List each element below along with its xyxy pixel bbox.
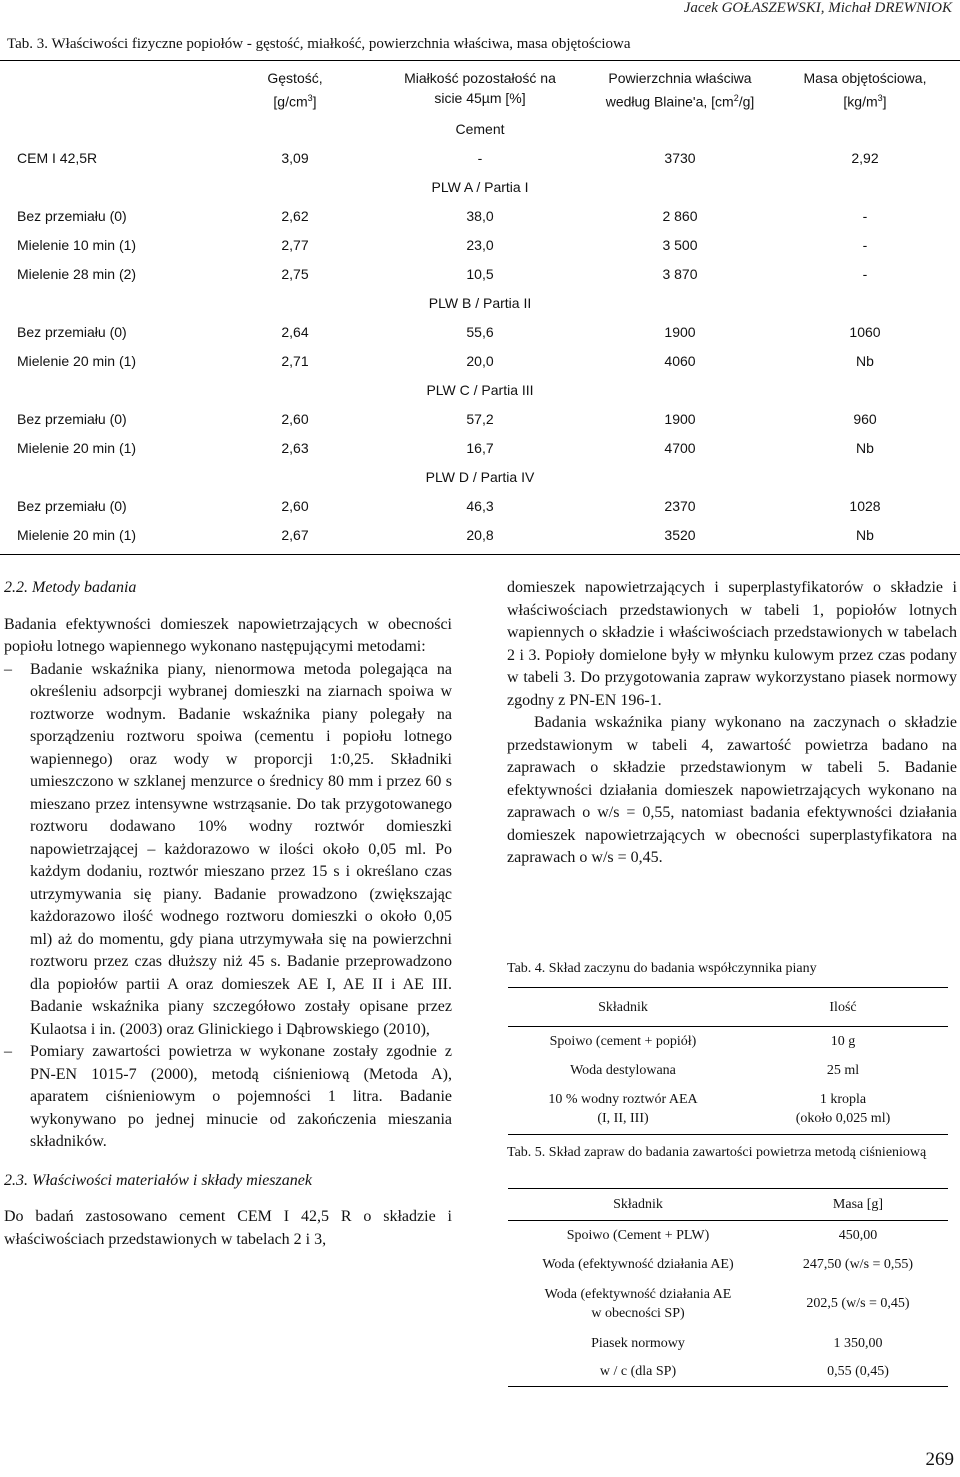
table5-header-row: Składnik Masa [g] [508, 1189, 948, 1221]
table3-title: Tab. 3. Właściwości fizyczne popiołów - gęstość, miałkość, powierzchnia właściwa, masa objętościowa [7, 36, 631, 52]
table-row: Spoiwo (Cement + PLW) 450,00 [508, 1221, 948, 1250]
list-dash: – [4, 1043, 12, 1060]
table3-row: Mielenie 28 min (2) 2,75 10,5 3 870 - [17, 266, 868, 282]
table3-section-cement: Cement [455, 121, 505, 137]
table3-col-blaine-header: Powierzchnia właściwa według Blaine'a, $[cm^2/g]$ [605, 70, 755, 110]
table3-col-fineness-header: Miałkość pozostałość na sicie 45µm [%] [404, 70, 556, 106]
table-row: Woda destylowana 25 ml [570, 1062, 860, 1078]
table4-caption: Tab. 4. Skład zaczynu do badania współczynnika piany [507, 961, 817, 976]
materials-paragraph-cont: domieszek napowietrzających i superplastyfikatorów o składzie i właściwościach przedstawionych w tabeli 1, popiołów lotnych wapiennych o składzie i właściwościach przedstawionych w tabelach 2 i 3. Popioły domielone były w młynku kulowym przez czas podany w tabeli 3. Do przygotowania zapraw wykorzystano piasek normowy zgodny z PN-EN 196-1. [507, 579, 957, 709]
table4 [508, 987, 948, 1135]
table3-col-bulk-density-header: Masa objętościowa, $[kg/m^3]$ [803, 70, 927, 110]
method-item-foam-index: – Badanie wskaźnika piany, nienormowa metoda polegająca na określeniu adsorpcji wybranej domieszki na ziarnach spoiwa w roztworze wodnym. Badanie wskaźnika piany polegały na sporządzeniu roztworu spoiwa (cementu i popiołu lotnego wapiennego) oraz wody w proporcji 1:0,25. Składniki umieszczono w szklanej menzurce o średnicy 80 mm i przez 60 s mieszano przez intensywne wstrząsanie. Do tak przygotowanego roztworu dodawano 10% wodny roztwór domieszki napowietrzającej – każdorazowo w ilości około 0,05 ml. Po każdym dodaniu, roztwór mieszano przez 15 s i określano czas utrzymywania się piany. Badanie prowadzono (zwiększając każdorazowo ilość wodnego roztworu domieszki o około 0,05 ml) aż do momentu, gdy piana utrzymywała się na powierzchni roztworu przez czas dłuższy niż 45 s. Badanie przeprowadzono dla popiołów partii A oraz domieszek AE I, AE II i AE III. Badanie wskaźnika piany szczegółowo zostały opisane przez Kulaotsa i in. (2003) oraz Glinickiego i Dąbrowskiego (2010), [4, 660, 452, 1038]
table3-row: Mielenie 20 min (1) 2,67 20,8 3520 Nb [17, 527, 874, 543]
table3-section-plw-a: PLW A / Partia I [431, 179, 529, 195]
running-header: Jacek GOŁASZEWSKI, Michał DREWNIOK [683, 0, 952, 16]
table3-bottom-rule [0, 554, 960, 555]
method-item-air-content: – Pomiary zawartości powietrza w wykonane zostały zgodnie z PN-EN 1015-7 (2000), metodą ciśnieniową (Metoda A), aparatem ciśnieniowym o pojemności 1 litra. Badanie wykonywano po jednej minucie od zakończenia mieszania składników. [4, 1043, 452, 1150]
section-heading-2-2: 2.2. Metody badania [4, 579, 137, 596]
table3-row: Mielenie 20 min (1) 2,63 16,7 4700 Nb [17, 440, 874, 456]
table-row: Woda (efektywność działania AE w obecności SP) 202,5 (w/s = 0,45) [544, 1286, 910, 1321]
materials-paragraph: Do badań zastosowano cement CEM I 42,5 R o składzie i właściwościach przedstawionych w tabelach 2 i 3, [4, 1208, 452, 1248]
table3-section-plw-c: PLW C / Partia III [426, 382, 534, 398]
table3-row: Bez przemiału (0) 2,64 55,6 1900 1060 [17, 324, 881, 340]
table4-header-row: Składnik Ilość [508, 988, 948, 1027]
table3-section-plw-d: PLW D / Partia IV [425, 469, 535, 485]
table3-row: Bez przemiału (0) 2,60 57,2 1900 960 [17, 411, 877, 427]
list-dash: – [4, 660, 12, 678]
table3-section-plw-b: PLW B / Partia II [428, 295, 532, 311]
table-row: Piasek normowy 1 350,00 [591, 1335, 883, 1351]
table-row: Woda (efektywność działania AE) 247,50 (w/s = 0,55) [542, 1256, 914, 1272]
page-number: 269 [925, 1449, 954, 1470]
table3-col-density-header: Gęstość, $[g/cm^3]$ [267, 70, 323, 110]
tests-paragraph: Badania wskaźnika piany wykonano na zaczynach o składzie przedstawionym w tabeli 4, zawartość powietrza badano na zaprawach o składzie przedstawionym w tabeli 5. Badanie efektywności działania domieszek napowietrzających wykonano na zaprawach o w/s = 0,55, natomiast badania efektywności działania domieszek napowietrzających w obecności superplastyfikatora na zaprawach o w/s = 0,45. [507, 714, 957, 866]
table3-row: Mielenie 10 min (1) 2,77 23,0 3 500 - [17, 237, 868, 253]
table-row: w / c (dla SP) 0,55 (0,45) [508, 1358, 948, 1387]
table5-caption: Tab. 5. Skład zapraw do badania zawartości powietrza metodą ciśnieniową [507, 1145, 927, 1160]
table-row: 10 % wodny roztwór AEA (I, II, III) 1 kropla (około 0,025 ml) [508, 1085, 948, 1135]
table3-row: Bez przemiału (0) 2,62 38,0 2 860 - [17, 208, 868, 224]
table3-row: Mielenie 20 min (1) 2,71 20,0 4060 Nb [17, 353, 874, 369]
right-column [507, 577, 957, 870]
table5 [508, 1188, 948, 1387]
left-column [4, 577, 452, 1251]
section-heading-2-3: 2.3. Właściwości materiałów i składy mieszanek [4, 1171, 312, 1189]
methods-intro: Badania efektywności domieszek napowietrzających w obecności popiołu lotnego wapiennego wykonano następującymi metodami: [4, 615, 452, 655]
table3-row: CEM I 42,5R 3,09 - 3730 2,92 [17, 150, 879, 166]
table-row: Spoiwo (cement + popiół) 10 g [508, 1027, 948, 1056]
table3-top-rule [0, 60, 960, 61]
table3-row: Bez przemiału (0) 2,60 46,3 2370 1028 [17, 498, 881, 514]
